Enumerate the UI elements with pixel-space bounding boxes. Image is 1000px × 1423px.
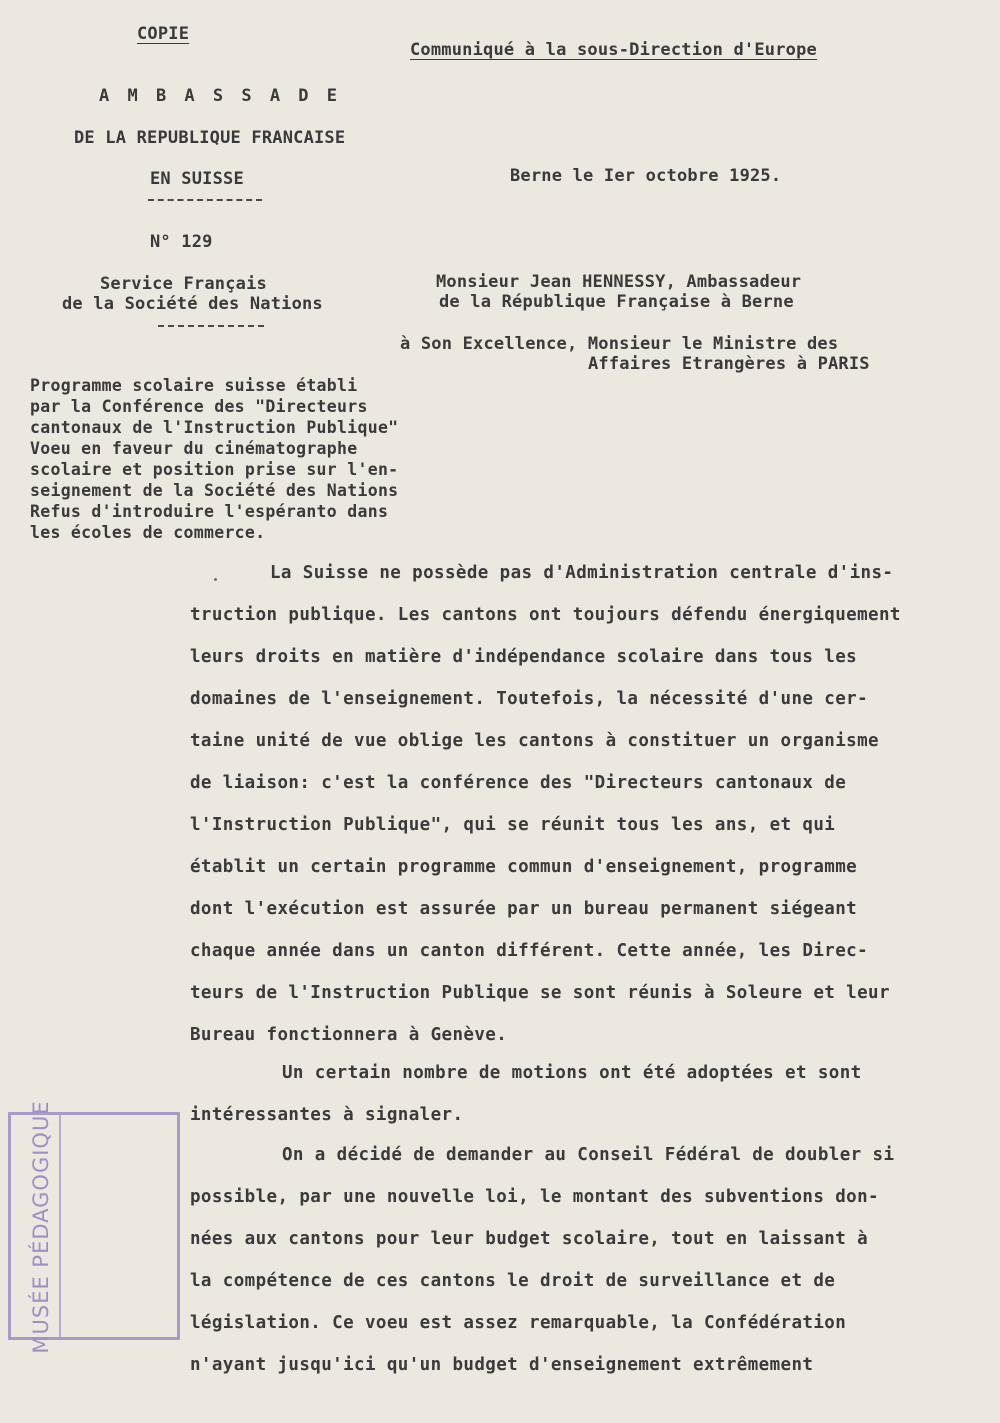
body-line: la compétence de ces cantons le droit de surveillance et de bbox=[190, 1271, 836, 1291]
subject-line: Refus d'introduire l'espéranto dans bbox=[30, 502, 389, 521]
subject-line: Voeu en faveur du cinématographe bbox=[30, 439, 358, 458]
copy-label: COPIE bbox=[137, 24, 190, 44]
embassy-line-2: DE LA REPUBLIQUE FRANCAISE bbox=[74, 128, 346, 148]
subject-line: Programme scolaire suisse établi bbox=[30, 376, 358, 395]
subject-line: seignement de la Société des Nations bbox=[30, 481, 399, 500]
subject-line: scolaire et position prise sur l'en- bbox=[30, 460, 399, 479]
subject-line: cantonaux de l'Instruction Publique" bbox=[30, 418, 399, 437]
body-line: établit un certain programme commun d'enseignement, programme bbox=[190, 857, 858, 877]
embassy-line-3: EN SUISSE bbox=[150, 169, 244, 189]
sender-line-1: Monsieur Jean HENNESSY, Ambassadeur bbox=[436, 272, 802, 292]
museum-stamp bbox=[8, 1100, 180, 1354]
ink-speck bbox=[214, 578, 217, 581]
recipient-line-2: Affaires Etrangères à PARIS bbox=[588, 354, 870, 374]
body-line: intéressantes à signaler. bbox=[190, 1105, 464, 1125]
body-line: teurs de l'Instruction Publique se sont réunis à Soleure et leur bbox=[190, 983, 890, 1003]
body-line: de liaison: c'est la conférence des "Directeurs cantonaux de bbox=[190, 773, 847, 793]
date-line: Berne le Ier octobre 1925. bbox=[510, 166, 782, 186]
divider-2 bbox=[158, 325, 264, 327]
body-line: l'Instruction Publique", qui se réunit tous les ans, et qui bbox=[190, 815, 836, 835]
body-line: chaque année dans un canton différent. Cette année, les Direc- bbox=[190, 941, 869, 961]
subject-line: par la Conférence des "Directeurs bbox=[30, 397, 368, 416]
body-line: On a décidé de demander au Conseil Fédéral de doubler si bbox=[282, 1145, 895, 1165]
communication-note: Communiqué à la sous-Direction d'Europe bbox=[410, 40, 817, 60]
embassy-line-1: A M B A S S A D E bbox=[99, 86, 341, 106]
body-line: dont l'exécution est assurée par un bureau permanent siégeant bbox=[190, 899, 858, 919]
body-line: taine unité de vue oblige les cantons à constituer un organisme bbox=[190, 731, 879, 751]
body-line: La Suisse ne possède pas d'Administration centrale d'ins- bbox=[270, 563, 894, 583]
subject-line: les écoles de commerce. bbox=[30, 523, 266, 542]
body-line: n'ayant jusqu'ici qu'un budget d'enseignement extrêmement bbox=[190, 1355, 814, 1375]
body-line: législation. Ce voeu est assez remarquable, la Confédération bbox=[190, 1313, 847, 1333]
service-line-1: Service Français bbox=[100, 274, 267, 294]
body-line: truction publique. Les cantons ont toujours défendu énergiquement bbox=[190, 605, 901, 625]
service-line-2: de la Société des Nations bbox=[62, 294, 323, 314]
body-line: nées aux cantons pour leur budget scolaire, tout en laissant à bbox=[190, 1229, 869, 1249]
body-line: Un certain nombre de motions ont été adoptées et sont bbox=[282, 1063, 862, 1083]
divider-1 bbox=[148, 199, 262, 201]
recipient-line-1: à Son Excellence, Monsieur le Ministre des bbox=[400, 334, 839, 354]
body-line: Bureau fonctionnera à Genève. bbox=[190, 1025, 508, 1045]
body-line: domaines de l'enseignement. Toutefois, la nécessité d'une cer- bbox=[190, 689, 869, 709]
stamp-text: MUSÉE PÉDAGOGIQUE bbox=[29, 1100, 53, 1354]
sender-line-2: de la République Française à Berne bbox=[439, 292, 794, 312]
stamp-inner-frame bbox=[21, 1100, 61, 1354]
body-line: possible, par une nouvelle loi, le montant des subventions don- bbox=[190, 1187, 879, 1207]
body-line: leurs droits en matière d'indépendance scolaire dans tous les bbox=[190, 647, 858, 667]
dispatch-number: N° 129 bbox=[150, 232, 213, 252]
